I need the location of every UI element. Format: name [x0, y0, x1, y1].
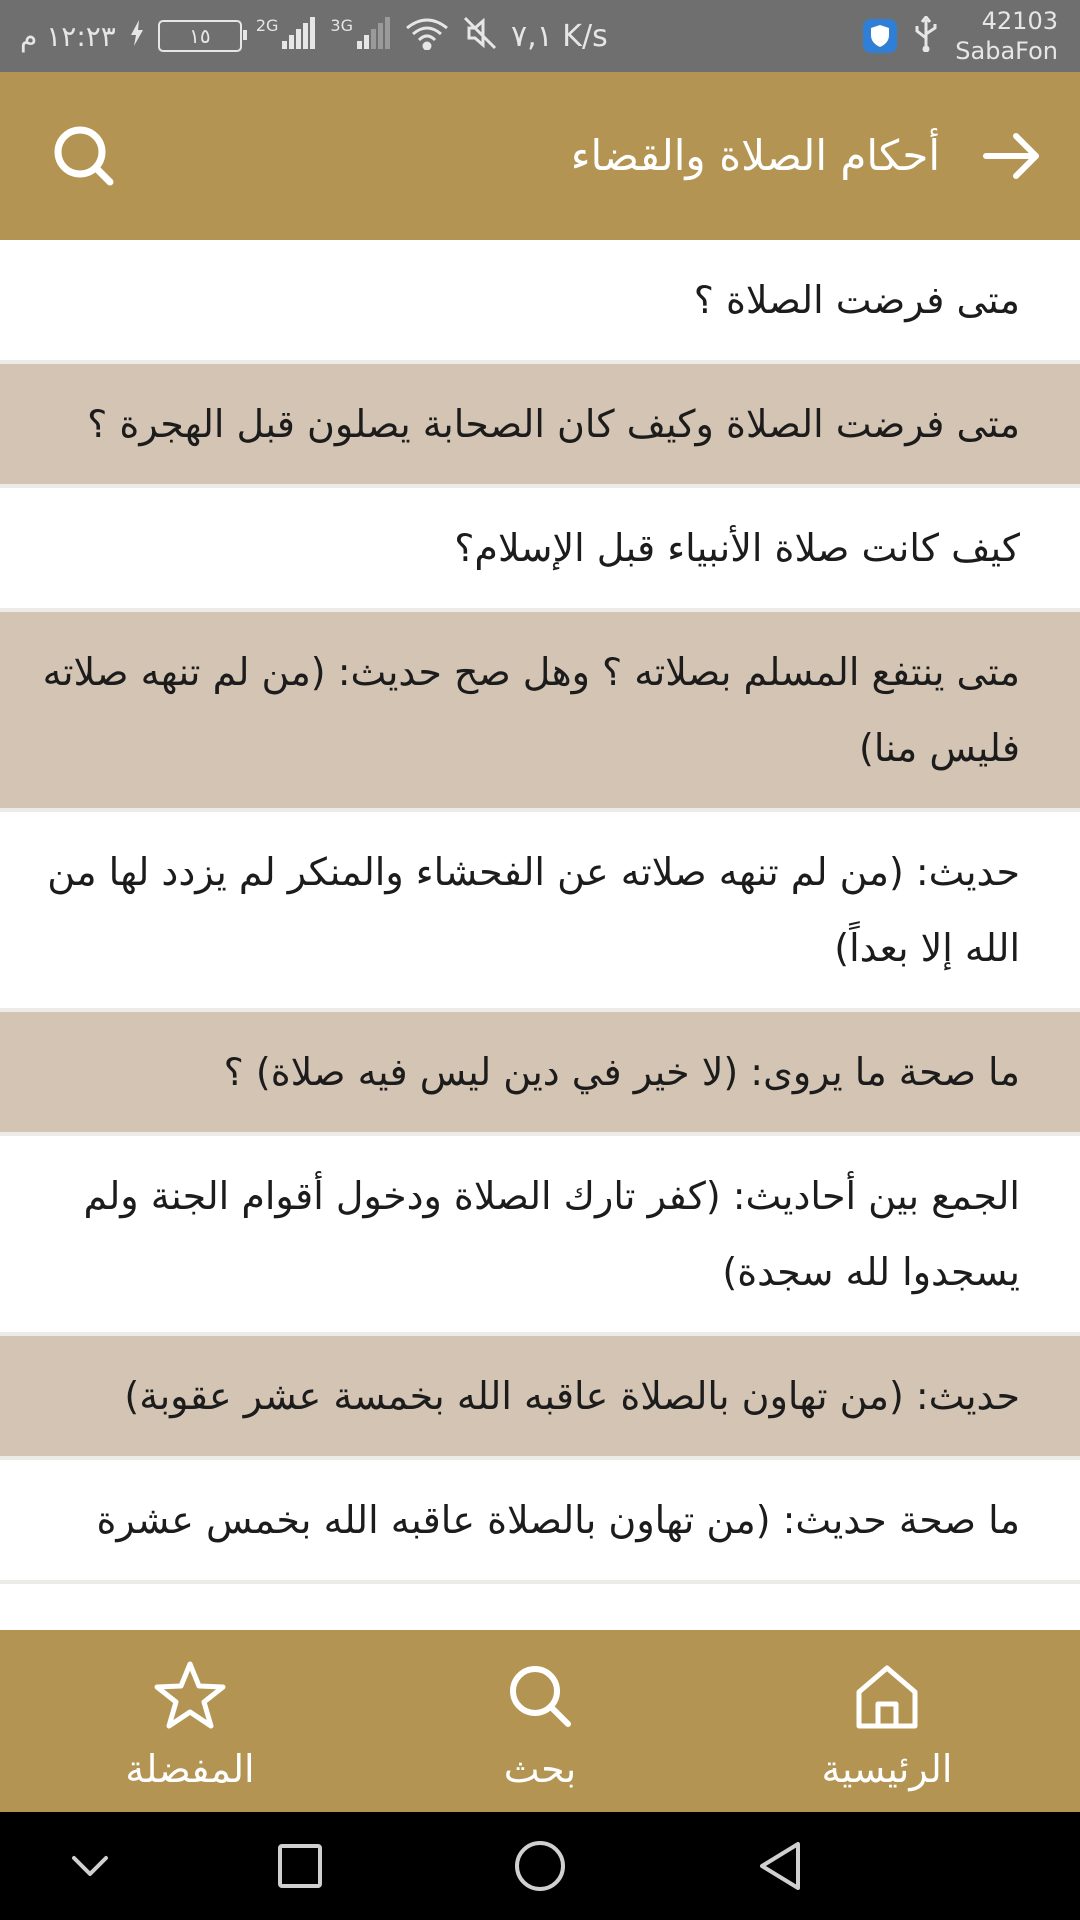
recents-square-icon[interactable] — [268, 1834, 332, 1898]
list-item-text: الجمع بين أحاديث: (كفر تارك الصلاة ودخول أقوام الجنة ولم يسجدوا لله سجدة) — [83, 1174, 1020, 1294]
shield-icon — [863, 19, 897, 53]
list-item-text: ما صحة حديث: (من تهاون بالصلاة عاقبه الله بخمس عشرة — [96, 1498, 1020, 1542]
question-list — [0, 240, 1080, 1630]
list-item-text: متى ينتفع المسلم بصلاته ؟ وهل صح حديث: (من لم تنهه صلاته فليس منا) — [42, 650, 1020, 770]
system-navigation-bar — [0, 1812, 1080, 1920]
list-item[interactable] — [0, 1336, 1080, 1460]
battery-level: ١٥ — [189, 24, 211, 48]
list-item[interactable] — [0, 488, 1080, 612]
list-item-text: حديث: (من تهاون بالصلاة عاقبه الله بخمسة عشر عقوبة) — [124, 1374, 1020, 1418]
battery-icon — [158, 20, 242, 52]
list-item[interactable] — [0, 240, 1080, 364]
list-item[interactable] — [0, 1012, 1080, 1136]
list-item[interactable] — [0, 1136, 1080, 1336]
list-item-text: ما صحة ما يروى: (لا خير في دين ليس فيه صلاة) ؟ — [223, 1050, 1020, 1094]
usb-icon — [913, 16, 939, 56]
network-3g-label: 3G — [330, 16, 353, 35]
signal-3g-icon — [357, 17, 391, 56]
nav-home[interactable] — [737, 1630, 1037, 1812]
carrier-name: SabaFon — [955, 37, 1058, 65]
clock: ١٢:٢٣ م — [20, 19, 116, 53]
wifi-icon — [405, 16, 449, 57]
list-item-text: كيف كانت صلاة الأنبياء قبل الإسلام؟ — [454, 526, 1020, 570]
nav-search-label: بحث — [503, 1747, 577, 1791]
home-icon — [849, 1658, 925, 1734]
nav-favorites-label: المفضلة — [125, 1747, 255, 1791]
charging-icon — [130, 20, 144, 53]
list-item[interactable] — [0, 1460, 1080, 1584]
status-left — [20, 0, 608, 72]
list-item[interactable] — [0, 812, 1080, 1012]
nav-search[interactable] — [390, 1630, 690, 1812]
star-icon — [152, 1658, 228, 1734]
list-item[interactable] — [0, 612, 1080, 812]
nav-home-label: الرئيسية — [821, 1747, 953, 1791]
carrier-info — [955, 6, 1058, 66]
status-right — [863, 0, 1058, 72]
back-arrow-icon[interactable] — [972, 116, 1052, 196]
search-icon[interactable] — [44, 116, 124, 196]
network-2g-label: 2G — [255, 16, 279, 35]
mute-icon — [463, 16, 497, 57]
search-icon — [502, 1658, 578, 1734]
network-speed: ٧,١ K/s — [511, 18, 608, 54]
app-bar — [0, 72, 1080, 240]
nav-favorites[interactable] — [40, 1630, 340, 1812]
list-item-text: حديث: (من لم تنهه صلاته عن الفحشاء والمنكر لم يزدد لها من الله إلا بعداً) — [47, 850, 1020, 970]
list-item[interactable] — [0, 364, 1080, 488]
bottom-navigation — [0, 1630, 1080, 1812]
page-title: أحكام الصلاة والقضاء — [570, 131, 940, 180]
list-item-text: متى فرضت الصلاة ؟ — [693, 278, 1020, 322]
list-item-text: متى فرضت الصلاة وكيف كان الصحابة يصلون قبل الهجرة ؟ — [87, 402, 1020, 446]
home-circle-icon[interactable] — [508, 1834, 572, 1898]
back-triangle-icon[interactable] — [748, 1834, 812, 1898]
signal-2g-icon — [282, 17, 316, 56]
carrier-code: 42103 — [981, 7, 1058, 35]
chevron-down-icon[interactable] — [58, 1834, 122, 1898]
status-bar — [0, 0, 1080, 72]
